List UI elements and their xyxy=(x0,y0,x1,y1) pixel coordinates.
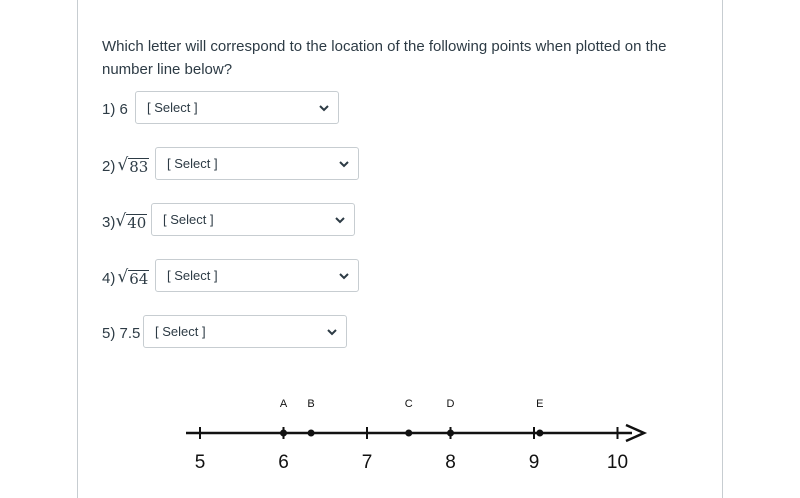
item-4-select[interactable] xyxy=(155,259,359,292)
radical-sign: √ xyxy=(115,211,127,231)
sqrt-symbol xyxy=(115,212,147,232)
item-4-prefix: 4) xyxy=(102,269,116,287)
item-1 xyxy=(102,101,128,118)
number-line-tick-label: 5 xyxy=(194,452,206,473)
item-3-value: 40 xyxy=(127,214,147,232)
item-4-value: 64 xyxy=(129,270,149,288)
item-3 xyxy=(102,212,147,232)
item-5-select-value: [ Select ] xyxy=(155,324,206,339)
item-2-value: 83 xyxy=(129,158,149,176)
item-1-select[interactable] xyxy=(135,91,339,124)
item-5-select[interactable] xyxy=(143,315,347,348)
number-line-point-label: C xyxy=(404,398,413,410)
radical-sign: √ xyxy=(117,155,129,175)
item-3-select-value: [ Select ] xyxy=(163,212,214,227)
item-1-prefix: 1) xyxy=(102,101,116,118)
item-2-select[interactable] xyxy=(155,147,359,180)
sqrt-symbol xyxy=(115,156,149,176)
item-2-prefix: 2) xyxy=(102,157,116,175)
chevron-down-icon xyxy=(326,327,338,337)
item-2-select-value: [ Select ] xyxy=(167,156,218,171)
radical-sign: √ xyxy=(117,267,129,287)
number-line-tick-label: 8 xyxy=(445,452,456,473)
item-1-select-value: [ Select ] xyxy=(147,100,198,115)
item-5-prefix: 5) xyxy=(102,325,116,342)
item-1-value: 6 xyxy=(119,101,128,118)
item-4-select-value: [ Select ] xyxy=(167,268,218,283)
number-line-point-label: B xyxy=(307,398,315,410)
item-5-value: 7.5 xyxy=(119,325,141,342)
number-line-tick-label: 7 xyxy=(361,452,373,473)
chevron-down-icon xyxy=(338,271,350,281)
number-line-tick-label: 10 xyxy=(606,452,629,473)
chevron-down-icon xyxy=(334,215,346,225)
chevron-down-icon xyxy=(338,159,350,169)
sqrt-symbol xyxy=(115,268,149,288)
number-line-tick-label: 6 xyxy=(278,452,289,473)
number-line-point-label: D xyxy=(446,398,455,410)
item-4 xyxy=(102,268,149,288)
number-line-tick-label: 9 xyxy=(528,452,540,473)
chevron-down-icon xyxy=(318,103,330,113)
item-3-select[interactable] xyxy=(151,203,355,236)
item-2 xyxy=(102,156,149,176)
item-3-prefix: 3) xyxy=(102,213,116,231)
number-line-point-label: A xyxy=(279,398,288,410)
question-text: Which letter will correspond to the location of the following points when plotted on the number line below? xyxy=(102,38,667,78)
item-5 xyxy=(102,325,140,342)
number-line-point-label: E xyxy=(536,398,544,410)
